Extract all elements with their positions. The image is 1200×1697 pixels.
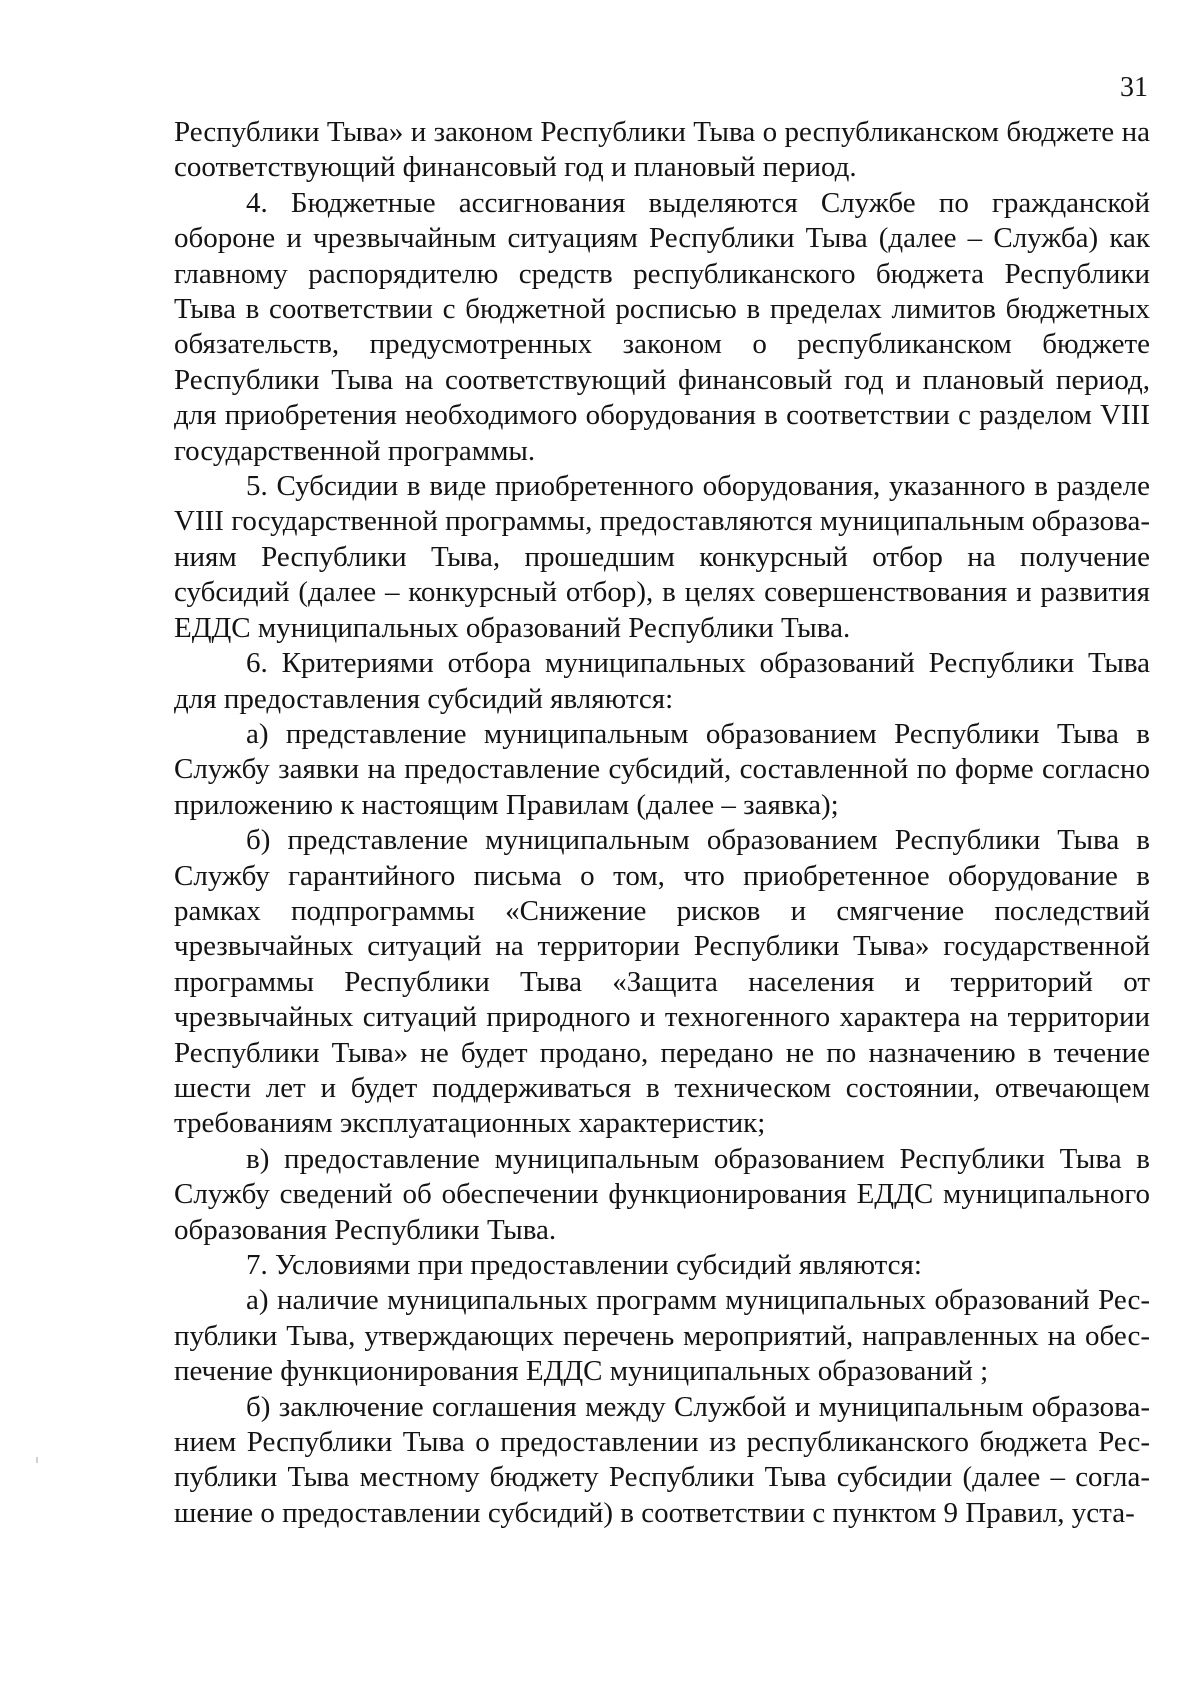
paragraph-continuation: Республики Тыва» и законом Республики Тыва о республиканском бюджете на соответствующий финансовый год и плановый период. [174,116,1150,184]
page-number: 31 [1120,72,1148,103]
paragraph-item-7a: а) наличие муниципальных программ муниципальных образований Республики Тыва, утверждающих перечень мероприятий, направленных на обеспечение функционирования ЕДДС муниципальных образований ; [174,1284,1150,1388]
paragraph-item-6a: а) представление муниципальным образованием Республики Тыва в Службу заявки на предоставление субсидий, составленной по форме согласно приложению к настоящим Правилам (далее – заявка); [174,717,1150,821]
paragraph-item-6v: в) предоставление муниципальным образованием Республики Тыва в Службу сведений об обеспечении функционирования ЕДДС муниципального образования Республики Тыва. [174,1142,1150,1246]
paragraph-item-7b: б) заключение соглашения между Службой и муниципальным образованием Республики Тыва о предоставлении из республиканского бюджета Республики Тыва местному бюджету Республики Тыва субсидии (далее – соглашение о предоставлении субсидий) в соответствии с пунктом 9 Правил, уста- [174,1390,1150,1529]
paragraph-item-5: 5. Субсидии в виде приобретенного оборудования, указанного в разделе VIII государственной программы, предоставляются муниципальным образованиям Республики Тыва, прошедшим конкурсный отбор на получение субсидий (далее – конкурсный отбор), в целях совершенствования и развития ЕДДС муниципальных образований Республики Тыва. [174,470,1150,644]
document-body [174,115,1150,1531]
paragraph-item-4: 4. Бюджетные ассигнования выделяются Службе по гражданской обороне и чрезвычайным ситуациям Республики Тыва (далее – Служба) как главному распорядителю средств республиканского бюджета Республики Тыва в соответствии с бюджетной росписью в пределах лимитов бюджетных обязательств, предусмотренных законом о республиканском бюджете Республики Тыва на соответствующий финансовый год и плановый период, для приобретения необходимого оборудования в соответствии с разделом VIII государственной программы. [174,186,1150,467]
scan-speck [36,1457,38,1463]
paragraph-item-7: 7. Условиями при предоставлении субсидий являются: [246,1249,922,1281]
paragraph-item-6: 6. Критериями отбора муниципальных образований Республики Тыва для предоставления субсидий являются: [174,647,1150,715]
paragraph-item-6b: б) представление муниципальным образованием Республики Тыва в Службу гарантийного письма о том, что приобретенное оборудование в рамках подпрограммы «Снижение рисков и смягчение последствий чрезвычайных ситуаций на территории Республики Тыва» государственной программы Республики Тыва «Защита населения и территорий от чрезвычайных ситуаций природного и техногенного характера на территории Республики Тыва» не будет продано, передано не по назначению в течение шести лет и будет поддерживаться в техническом состоянии, отвечающем требованиям эксплуатационных характеристик; [174,824,1150,1140]
